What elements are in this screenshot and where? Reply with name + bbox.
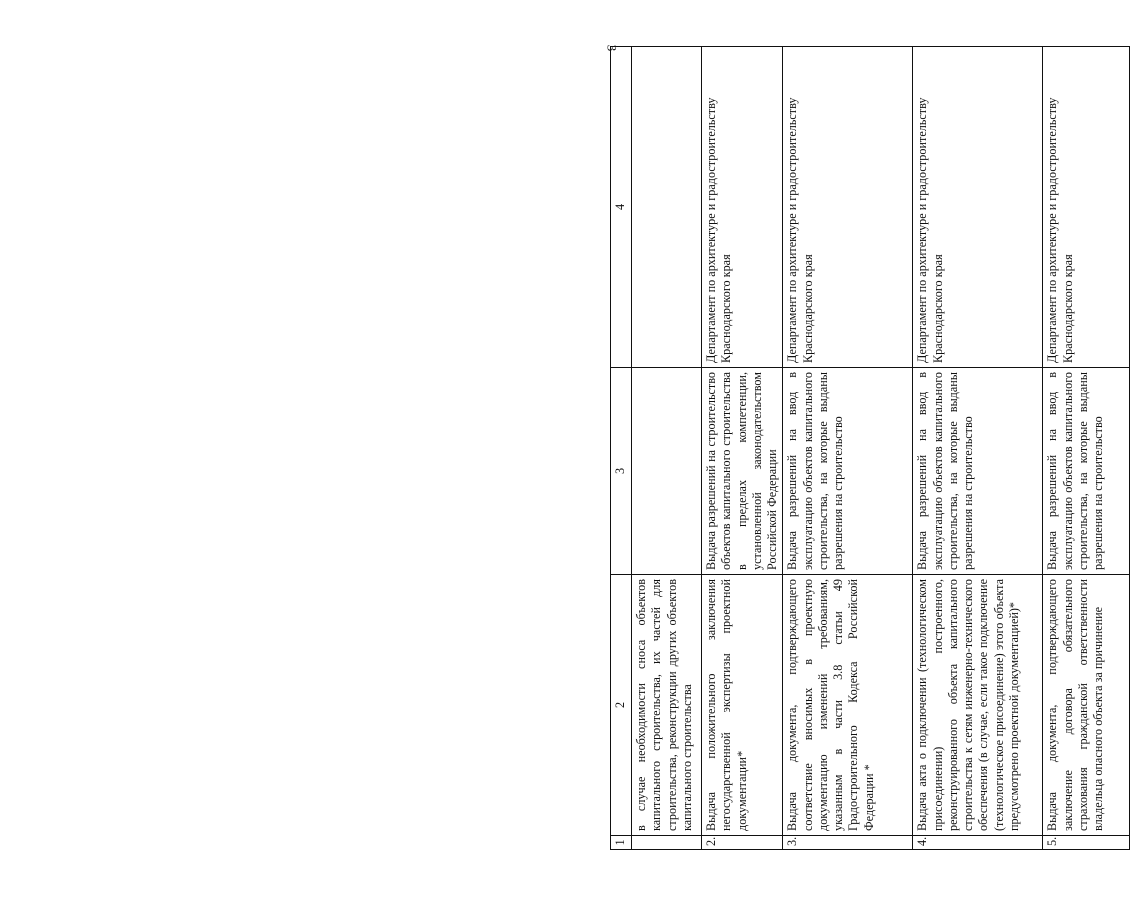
table-row (783, 47, 913, 850)
service-description: Выдача документа, подтверждающего заключение договора обязательного страхования гражданской ответственности владельца опасного объекта за причинение (1043, 575, 1130, 836)
responsible-department: Департамент по архитектуре и градостроительству Краснодарского края (1043, 47, 1130, 368)
header-cell-4: 4 (611, 47, 632, 368)
row-number (632, 836, 702, 850)
page-number: 3 (604, 44, 620, 52)
authority-service (632, 368, 702, 575)
table-rotator (610, 47, 1130, 850)
row-number: 2. (702, 836, 783, 850)
table-row (702, 47, 783, 850)
service-description: Выдача положительного заключения негосударственной экспертизы проектной документации* (702, 575, 783, 836)
responsible-department: Департамент по архитектуре и градостроительству Краснодарского края (913, 47, 1043, 368)
row-number: 5. (1043, 836, 1130, 850)
header-cell-2: 2 (611, 575, 632, 836)
header-row (611, 47, 632, 850)
service-description: Выдача акта о подключении (технологическом присоединении) построенного, реконструированного объекта капитального строительства к сетям инженерно-технического обеспечения (в случае, если такое подключение (технологическое присоединение) этого объекта предусмотрено проектной документацией)* (913, 575, 1043, 836)
table-row (1043, 47, 1130, 850)
authority-service: Выдача разрешений на строительство объектов капитального строительства в пределах компетенции, установленной законодательством Российской Федерации (702, 368, 783, 575)
responsible-department (632, 47, 702, 368)
table-row (913, 47, 1043, 850)
row-number: 4. (913, 836, 1043, 850)
rotated-table-container (90, 47, 1105, 850)
table-row (632, 47, 702, 850)
service-description: Выдача документа, подтверждающего соответствие вносимых в проектную документацию изменений требованиям, указанным в части 3.8 статьи 49 Градостроительного Кодекса Российской Федерации * (783, 575, 913, 836)
header-cell-3: 3 (611, 368, 632, 575)
responsible-department: Департамент по архитектуре и градостроительству Краснодарского края (783, 47, 913, 368)
service-description: в случае необходимости сноса объектов капитального строительства, их частей для строительства, реконструкции других объектов капитального строительства (632, 575, 702, 836)
services-table (610, 46, 1130, 850)
authority-service: Выдача разрешений на ввод в эксплуатацию объектов капитального строительства, на которые выданы разрешения на строительство (783, 368, 913, 575)
header-cell-1: 1 (611, 836, 632, 850)
row-number: 3. (783, 836, 913, 850)
authority-service: Выдача разрешений на ввод в эксплуатацию объектов капитального строительства, на которые выданы разрешения на строительство (913, 368, 1043, 575)
responsible-department: Департамент по архитектуре и градостроительству Краснодарского края (702, 47, 783, 368)
authority-service: Выдача разрешений на ввод в эксплуатацию объектов капитального строительства, на которые выданы разрешения на строительство (1043, 368, 1130, 575)
